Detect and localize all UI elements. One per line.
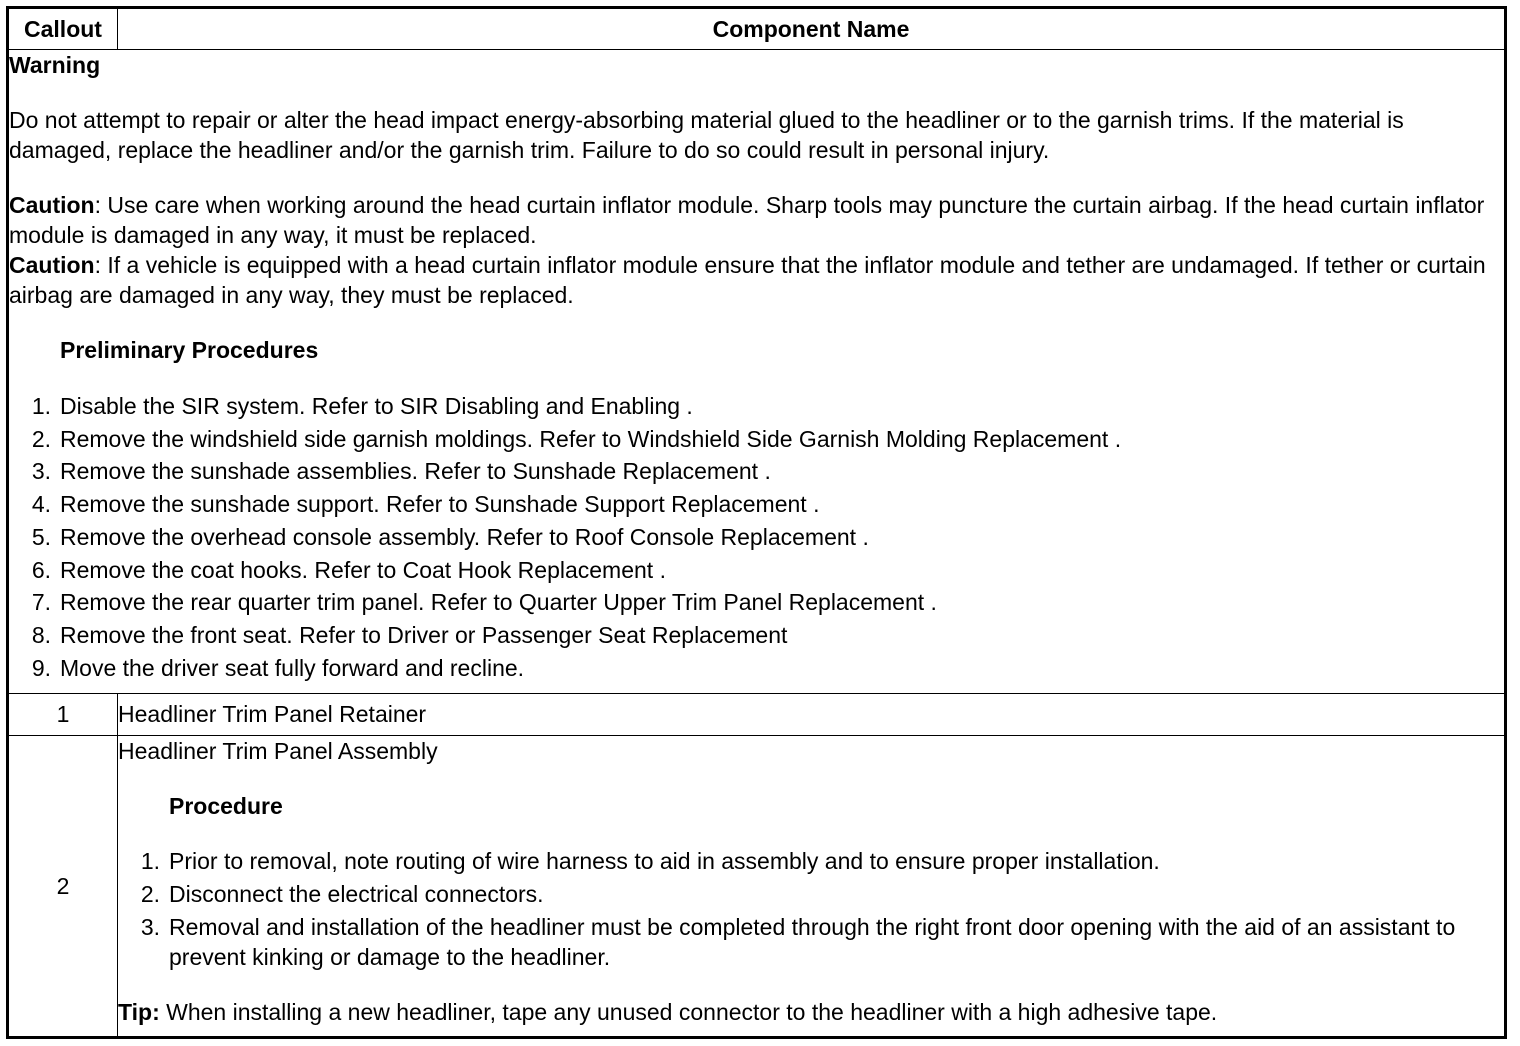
tip-label: Tip: [118, 999, 160, 1025]
warning-text: Do not attempt to repair or alter the head impact energy-absorbing material glued to the headliner or to the garnish trims. If the material is damaged, replace the headliner and/or the garnish trim. Failure to do so could result in personal injury. [9, 107, 1404, 163]
callout-cell: 2 [8, 736, 118, 1038]
warning-title: Warning [9, 52, 101, 78]
list-item: 6. Remove the coat hooks. Refer to Coat Hook Replacement . [31, 556, 666, 583]
procedure-title: Procedure [169, 793, 283, 819]
list-item: 5. Remove the overhead console assembly. Refer to Roof Console Replacement . [31, 523, 869, 550]
caution-2-label: Caution [9, 252, 95, 278]
intro-cell [8, 50, 1506, 694]
list-item: 2. Disconnect the electrical connectors. [140, 881, 544, 907]
caution-1-text: : Use care when working around the head curtain inflator module. Sharp tools may puncture the curtain airbag. If the head curtain inflator module is damaged in any way, it must be replaced. [9, 192, 1485, 248]
table-row [8, 694, 1506, 736]
list-item: 4. Remove the sunshade support. Refer to Sunshade Support Replacement . [31, 491, 820, 518]
list-item: 1. Disable the SIR system. Refer to SIR Disabling and Enabling . [31, 393, 693, 419]
list-item: 8. Remove the front seat. Refer to Driver or Passenger Seat Replacement [31, 621, 788, 648]
caution-2-text: : If a vehicle is equipped with a head curtain inflator module ensure that the inflator module and tether are undamaged. If tether or curtain airbag are damaged in any way, they must be replaced. [9, 252, 1486, 308]
component-name-cell [118, 736, 1506, 1038]
tip-text: When installing a new headliner, tape any unused connector to the headliner with a high adhesive tape. [159, 999, 1218, 1025]
component-table [6, 6, 1507, 1039]
procedure-list [118, 846, 1504, 972]
table-row [8, 736, 1506, 1038]
tip [118, 997, 1504, 1027]
list-item: 2. Remove the windshield side garnish moldings. Refer to Windshield Side Garnish Molding Replacement . [31, 425, 1122, 452]
list-item: 3. Removal and installation of the headliner must be completed through the right front door opening with the aid of an assistant to prevent kinking or damage to the headliner. [140, 914, 1456, 970]
list-item: 3. Remove the sunshade assemblies. Refer to Sunshade Replacement . [31, 458, 771, 485]
callout-cell: 1 [8, 694, 118, 736]
list-item: 1. Prior to removal, note routing of wire harness to aid in assembly and to ensure proper installation. [140, 848, 1160, 874]
caution-2 [9, 250, 1504, 310]
list-item: 7. Remove the rear quarter trim panel. Refer to Quarter Upper Trim Panel Replacement . [31, 589, 937, 616]
caution-1 [9, 190, 1504, 250]
component-name-cell: Headliner Trim Panel Retainer [118, 694, 1506, 736]
preliminary-title: Preliminary Procedures [60, 337, 319, 363]
header-callout: Callout [8, 8, 118, 50]
caution-1-label: Caution [9, 192, 95, 218]
list-item: 9. Move the driver seat fully forward and recline. [31, 654, 525, 681]
component-name: Headliner Trim Panel Assembly [118, 738, 438, 764]
header-component-name: Component Name [118, 8, 1506, 50]
header-row [8, 8, 1506, 50]
intro-row [8, 50, 1506, 694]
preliminary-list [9, 390, 1504, 684]
